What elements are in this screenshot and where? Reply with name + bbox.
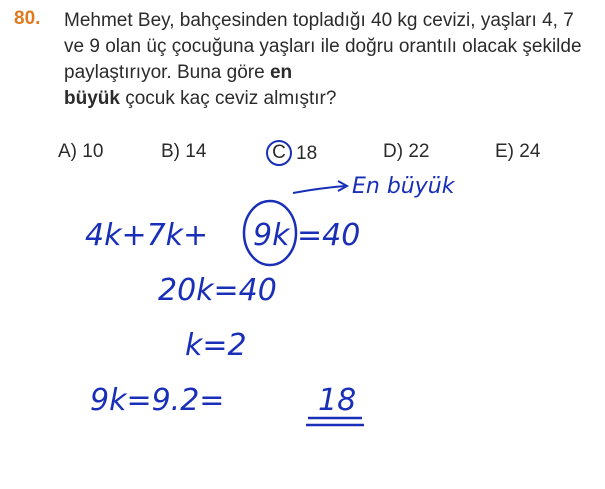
equation-line4-b: 18: [318, 383, 357, 418]
question-text-part: Mehmet Bey, bahçesinden topladığı 40 kg cevizi, yaşları 4, 7 ve 9 olan üç çocuğuna yaşları ile doğru orantılı olacak şekilde paylaştırıyor. Buna göre: [64, 10, 582, 83]
choice-value: 18: [296, 143, 318, 164]
choice-letter: B): [161, 141, 180, 162]
choice-letter: D): [383, 141, 404, 162]
question-number: 80.: [14, 8, 41, 29]
question-text: [64, 8, 594, 112]
equation-line2: 20k=40: [158, 273, 277, 308]
question-text-end: çocuk kaç ceviz almıştır?: [119, 88, 337, 109]
choice-letter-circled: C: [266, 140, 292, 166]
equation-line1-b: 9k: [253, 218, 290, 253]
equation-line4-a: 9k=9.2=: [90, 383, 225, 418]
equation-line1-a: 4k+7k+: [85, 218, 209, 253]
choice-value: 14: [185, 141, 207, 162]
choice-e[interactable]: [495, 141, 540, 163]
choice-value: 10: [82, 141, 104, 162]
choice-letter: E): [495, 141, 514, 162]
choice-value: 22: [408, 141, 430, 162]
question-bold-en: en: [269, 62, 293, 83]
arrow-line: [293, 186, 345, 193]
note-en-buyuk: En büyük: [352, 174, 455, 199]
equation-line1-c: =40: [297, 218, 361, 253]
arrow-head-icon: [338, 181, 347, 191]
circle-9k-mark: [244, 201, 296, 265]
equation-line3: k=2: [185, 328, 247, 363]
choice-c[interactable]: [266, 141, 317, 167]
question-bold-buyuk: büyük: [64, 88, 120, 109]
choice-a[interactable]: [58, 141, 103, 163]
choice-value: 24: [519, 141, 541, 162]
choice-d[interactable]: [383, 141, 429, 163]
choice-letter: A): [58, 141, 77, 162]
choice-b[interactable]: [161, 141, 206, 163]
